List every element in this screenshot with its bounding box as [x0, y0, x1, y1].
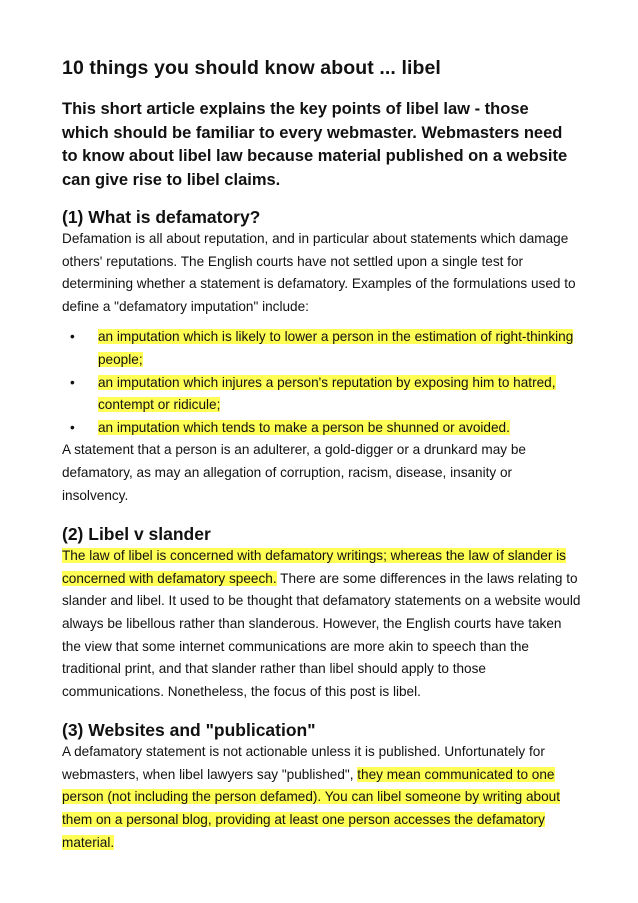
section-intro: Defamation is all about reputation, and in particular about statements which damage others' reputations. The English courts have not settled upon a single test for determining whether a statement is defamatory. Examples of the formulations used to define a "defamatory imputation" include:: [62, 231, 576, 314]
body-text: There are some differences in the laws relating to slander and libel. It used to be thought that defamatory statements on a website would always be libellous rather than slanderous. However, the English courts have taken the view that some internet communications are more akin to speech than the traditional print, and that slander rather than libel should apply to those communications. Nonetheless, the focus of this post is libel.: [62, 570, 581, 699]
highlighted-text: they mean communicated to one person (not including the person defamed). You can libel someone by writing about them on a personal blog, providing at least one person accesses the defamatory material.: [62, 766, 561, 850]
section-body: [62, 545, 582, 703]
section-body: [62, 741, 582, 854]
document-page: [62, 56, 582, 854]
bullet-icon: •: [70, 329, 75, 345]
section-websites-publication: [62, 719, 582, 854]
highlighted-text: an imputation which injures a person's reputation by exposing him to hatred, contempt or ridicule;: [98, 374, 556, 413]
body-text: A defamatory statement is not actionable unless it is published. Unfortunately for webmasters, when libel lawyers say "published",: [62, 744, 545, 782]
section-what-is-defamatory: [62, 206, 582, 507]
document-title: 10 things you should know about ... libel: [62, 57, 441, 79]
bullet-list: [62, 326, 582, 439]
bullet-icon: •: [70, 374, 75, 390]
highlighted-text: The law of libel is concerned with defamatory writings; whereas the law of slander is concerned with defamatory speech.: [62, 548, 566, 586]
lead-paragraph: This short article explains the key points of libel law - those which should be familiar to every webmaster. Webmasters need to know about libel law because material published on a website can give rise to libel claims.: [62, 100, 568, 189]
section-heading: (1) What is defamatory?: [62, 207, 261, 227]
bullet-icon: •: [70, 419, 75, 435]
section-libel-v-slander: [62, 523, 582, 703]
section-heading: (3) Websites and "publication": [62, 720, 316, 741]
section-outro: A statement that a person is an adulterer, a gold-digger or a drunkard may be defamatory, as may an allegation of corruption, racism, disease, insanity or insolvency.: [62, 442, 526, 503]
highlighted-text: an imputation which is likely to lower a person in the estimation of right-thinking people;: [98, 329, 574, 367]
list-item: [62, 326, 582, 371]
section-heading: (2) Libel v slander: [62, 524, 211, 545]
list-item: [62, 372, 582, 417]
list-item: [62, 417, 582, 440]
highlighted-text: an imputation which tends to make a person be shunned or avoided.: [98, 419, 510, 435]
